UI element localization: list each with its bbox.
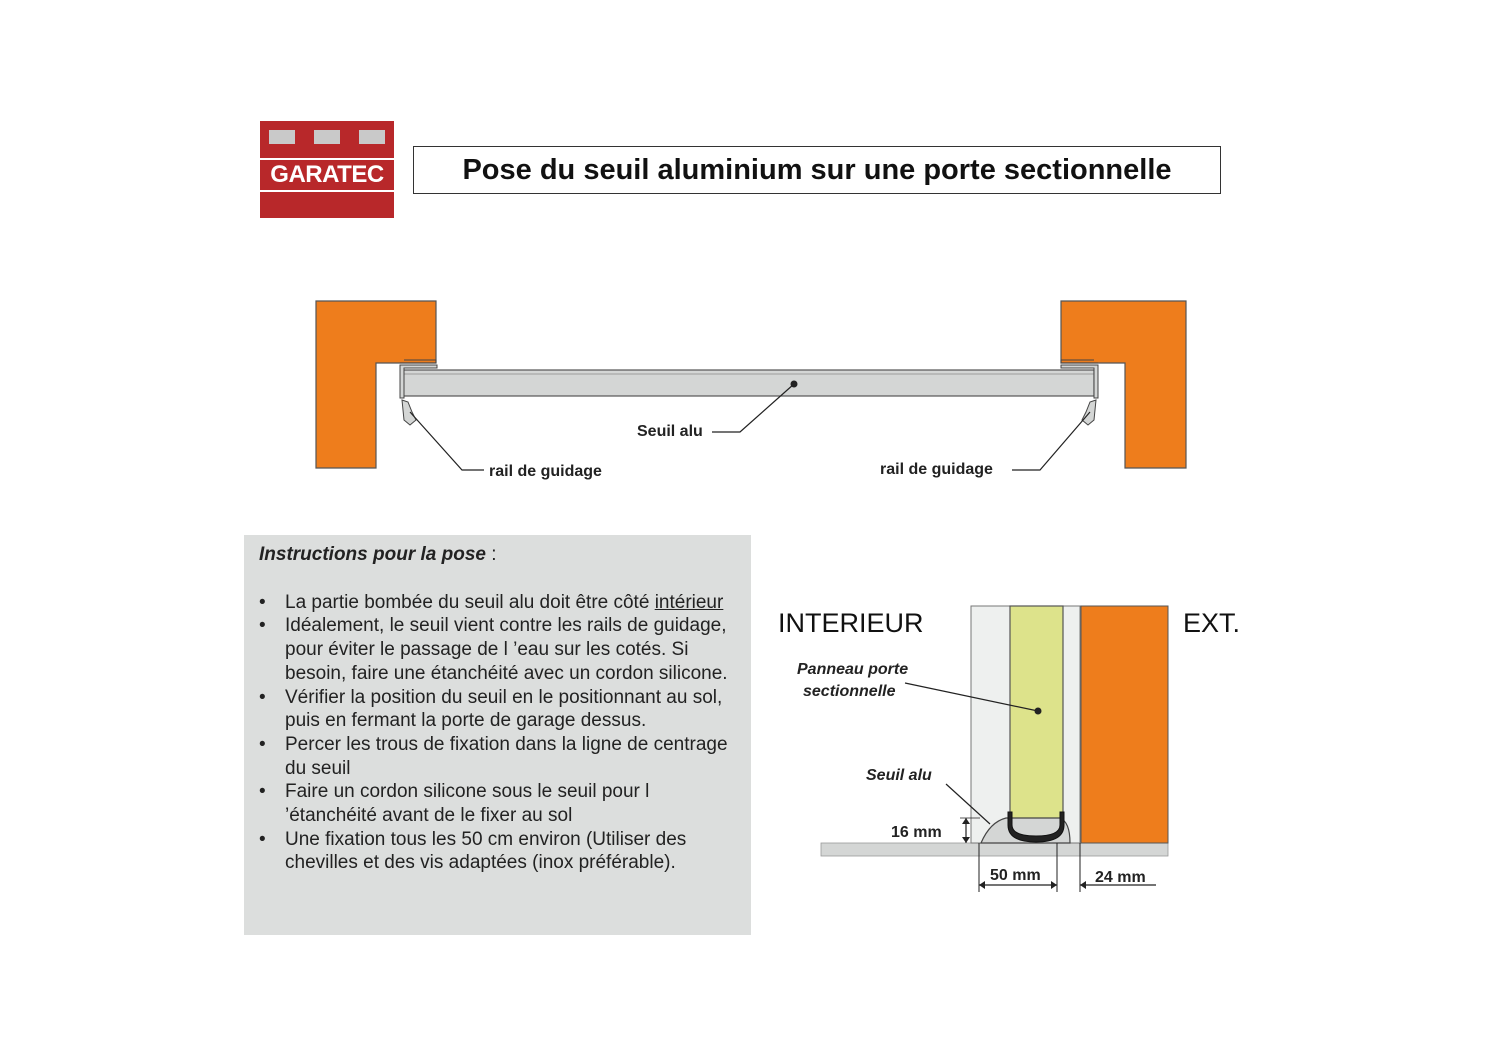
rail-left-label: rail de guidage (489, 463, 602, 480)
seuil-section-label: Seuil alu (866, 767, 932, 784)
list-item: • Idéalement, le seuil vient contre les rails de guidage, pour éviter le passage de l ’eau sur les cotés. Si besoin, faire une étanchéité avec un cordon silicone. (259, 615, 728, 684)
logo-text: GARATEC (260, 158, 394, 192)
exterior-label: EXT. (1183, 608, 1241, 638)
width-dimension: 50 mm (990, 867, 1041, 884)
top-diagram (316, 301, 1186, 470)
list-item: • Faire un cordon silicone sous le seuil pour l ’étanchéité avant de le fixer au sol (259, 781, 650, 827)
instructions-list (259, 591, 741, 875)
instructions-heading: Instructions pour la pose : (259, 544, 497, 565)
section-diagram (821, 606, 1168, 892)
list-item: • Une fixation tous les 50 cm environ (Utiliser des chevilles et des vis adaptées (inox préférable). (259, 828, 687, 874)
exterior-wall (1081, 606, 1168, 843)
height-dimension: 16 mm (891, 824, 942, 841)
offset-dimension: 24 mm (1095, 869, 1146, 886)
door-panel (1010, 606, 1063, 825)
list-item: • La partie bombée du seuil alu doit être côté intérieur (259, 591, 724, 613)
page-title: Pose du seuil aluminium sur une porte sectionnelle (413, 146, 1221, 194)
instructions-panel (244, 535, 751, 935)
panel-label-line2: sectionnelle (803, 683, 896, 700)
interior-label: INTERIEUR (778, 608, 924, 638)
list-item: • Vérifier la position du seuil en le positionnant au sol, puis en fermant la porte de garage dessus. (259, 686, 723, 732)
list-item: • Percer les trous de fixation dans la ligne de centrage du seuil (259, 733, 728, 779)
panel-label-line1: Panneau porte (797, 661, 909, 678)
rail-right-label: rail de guidage (880, 461, 993, 478)
floor (821, 843, 1168, 856)
seuil-label: Seuil alu (637, 423, 703, 440)
